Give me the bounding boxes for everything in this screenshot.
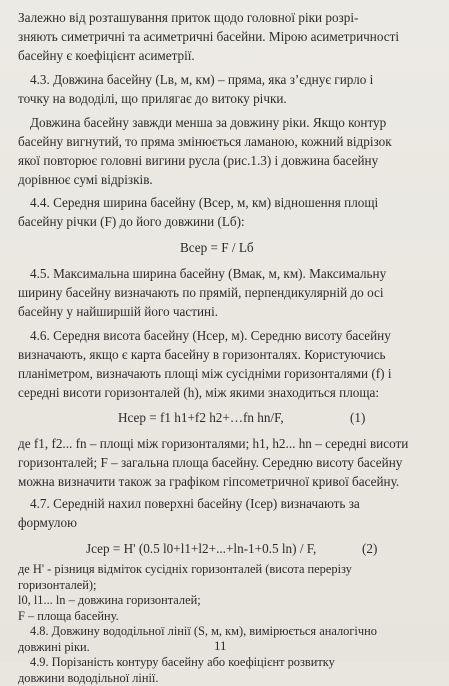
text-line: басейну є коефіцієнт асиметрії. [18,48,195,63]
text-line: де f1, f2... fn – площі між горизонталями; h1, h2... hn – середні висоти [18,436,409,451]
text-line: дорівнює сумі відрізків. [18,172,153,187]
text-line: середні висоти горизонталей (h), між якими знаходиться площа: [18,385,380,400]
text-line: 4.3. Довжина басейну (Lв, м, км) – пряма, яка з’єднує гирло і [30,72,374,87]
text-line: якої повторює головні вигини русла (рис.1.3) і довжина басейну [18,153,379,168]
text-line: горизонталей); [18,577,97,592]
equation-number: (2) [362,541,378,556]
text-line: 4.8. Довжину вододільної лінії (S, м, км), вимірюється аналогічно [30,624,377,638]
text-line: планіметром, визначають площі між сусідніми горизонталями (f) і [18,366,392,381]
text-line: довжини вододільної лінії. [18,670,159,685]
text-line: Залежно від розташування приток щодо головної ріки розрі- [18,10,359,25]
text-line: 4.7. Середній нахил поверхні басейну (Iсер) визначають за [30,496,360,511]
text-line: Довжина басейну завжди менша за довжину ріки. Якщо контур [30,115,387,130]
equation-mean-slope: Jсер = H' (0.5 l0+l1+l2+...+ln-1+0.5 ln) / F, [86,541,317,556]
text-line: F – площа басейну. [18,608,119,623]
text-line: басейну річки (F) до його довжини (Lб): [18,214,245,229]
text-line: басейну вигнутий, то пряма змінюється ламаною, кожний відрізок [18,134,392,149]
text-line: 4.4. Середня ширина басейну (Bсер, м, км) відношення площі [30,195,379,210]
text-line: довжині ріки. [18,639,90,654]
equation-number: (1) [350,410,366,425]
text-line: 4.6. Середня висота басейну (Hсер, м). Середню висоту басейну [30,328,391,343]
text-line: зняють симетричні та асиметричні басейни. Мірою асиметричності [18,29,400,44]
text-line: точку на вододілі, що прилягає до витоку річки. [18,91,287,106]
equation-mean-height: Hсер = f1 h1+f2 h2+…fn hn/F, [118,410,284,425]
equation-mean-width: Bсер = F / Lб [180,240,254,255]
text-line: формулою [18,515,77,530]
text-line: горизонталей; F – загальна площа басейну. Середню висоту басейну [18,455,403,470]
text-line: визначають, якщо є карта басейну в горизонталях. Користуючись [18,347,386,362]
text-line: можна визначити також за графіком гіпсометричної кривої басейну. [18,474,400,489]
text-line: 4.5. Максимальна ширина басейну (Bмак, м, км). Максимальну [30,266,387,281]
text-line: 4.9. Порізаність контуру басейну або коефіцієнт розвитку [30,655,335,669]
text-line: басейну у найширшій його частині. [18,304,219,319]
page-number: 11 [214,638,227,653]
text-line: де H' - різниця відміток сусідніх горизонталей (висота перерізу [18,562,352,576]
text-line: ширину басейну визначають по прямій, перпендикулярній до осі [18,285,384,300]
text-line: l0, l1... ln – довжина горизонталей; [18,593,201,607]
